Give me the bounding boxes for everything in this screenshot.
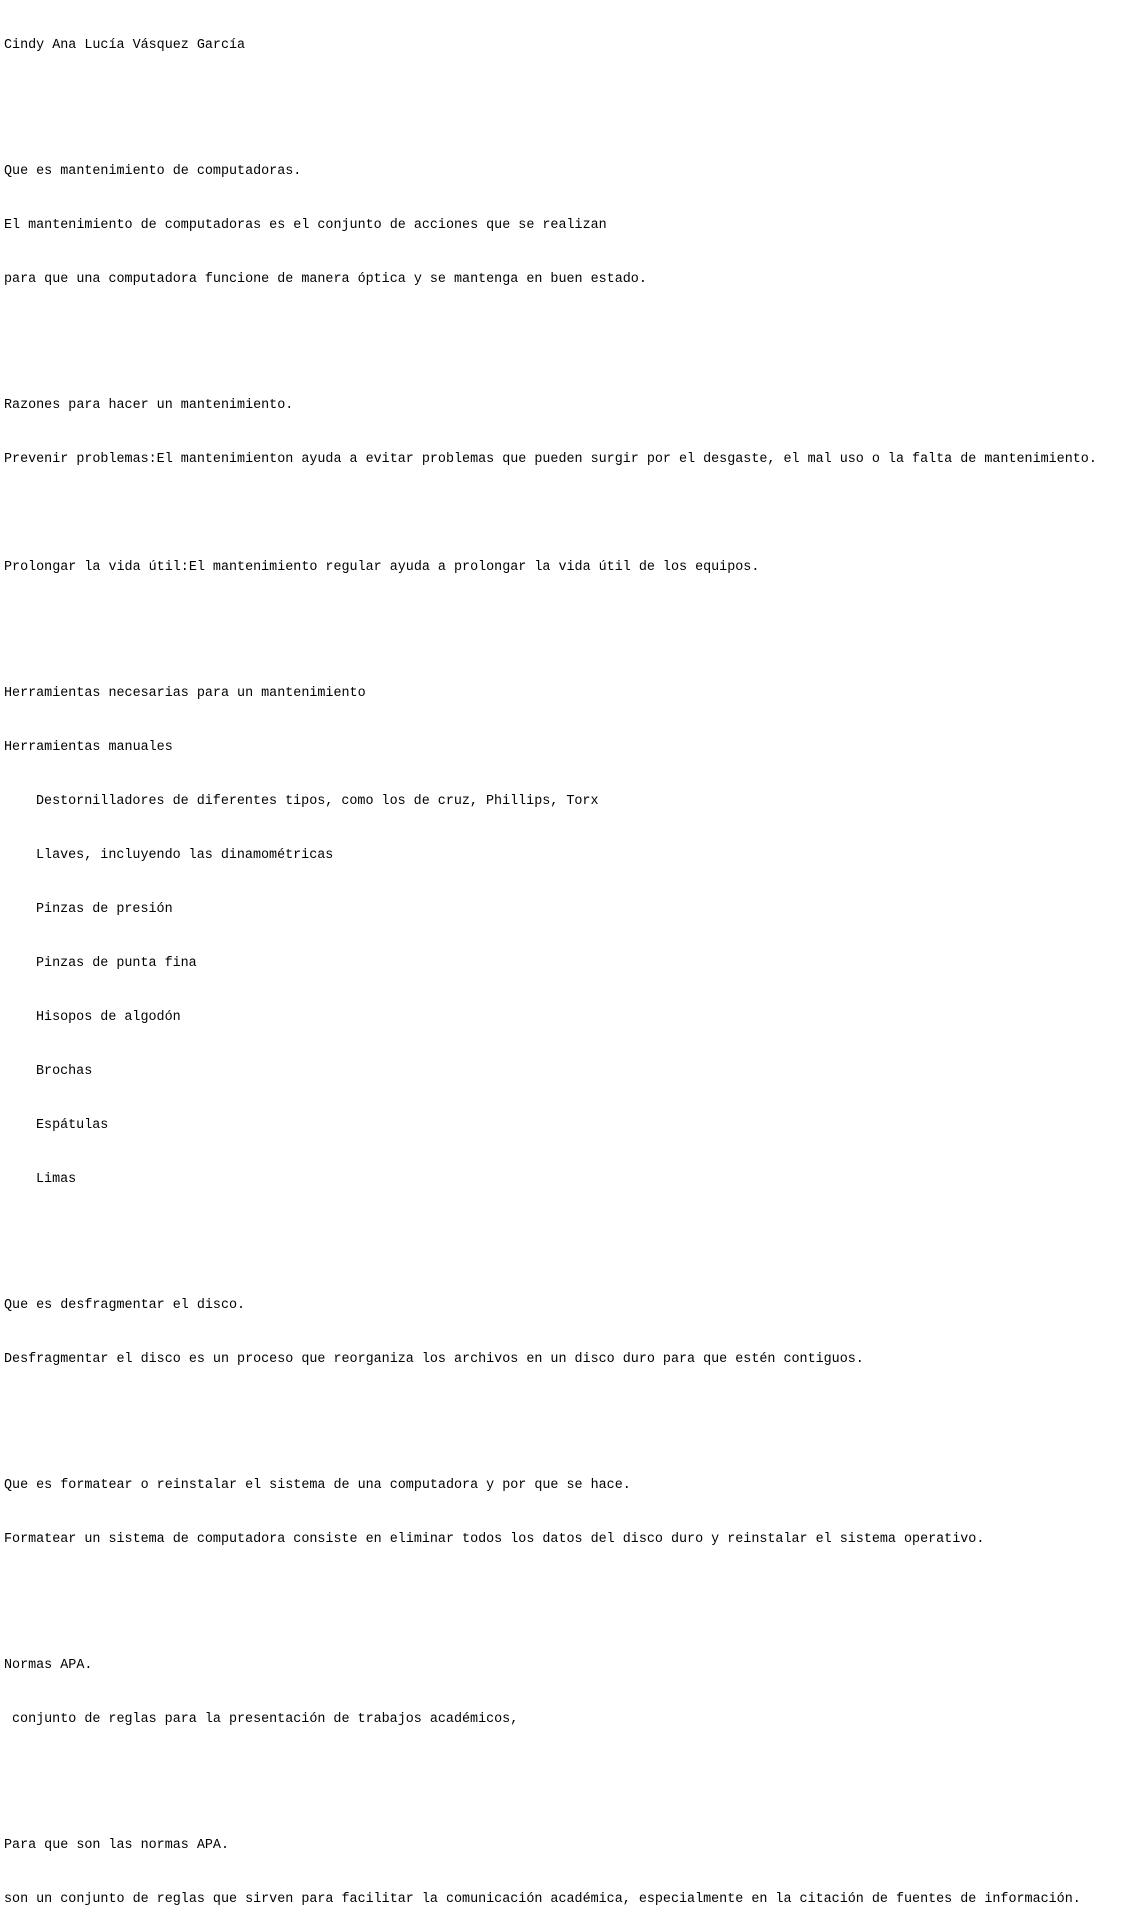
apa-purpose-definition: son un conjunto de reglas que sirven para facilitar la comunicación académica, especialmente en la citación de fuentes de información.	[4, 1892, 1081, 1907]
format-definition: Formatear un sistema de computadora consiste en eliminar todos los datos del disco duro y reinstalar el sistema operativo.	[4, 1532, 985, 1547]
blank-line	[4, 505, 1137, 523]
maintenance-heading: Que es mantenimiento de computadoras.	[4, 164, 302, 179]
blank-line	[4, 613, 1137, 631]
apa-heading: Normas APA.	[4, 1658, 93, 1673]
tools-subheading: Herramientas manuales	[4, 740, 173, 755]
reasons-heading: Razones para hacer un mantenimiento.	[4, 398, 294, 413]
tool-list-item: Pinzas de punta fina	[36, 956, 197, 971]
apa-purpose-heading: Para que son las normas APA.	[4, 1838, 229, 1853]
apa-definition: conjunto de reglas para la presentación de trabajos académicos,	[12, 1712, 519, 1727]
reason-prevent-problems: Prevenir problemas:El mantenimienton ayuda a evitar problemas que pueden surgir por el desgaste, el mal uso o la falta de mantenimiento.	[4, 452, 1097, 467]
blank-line	[4, 1585, 1137, 1603]
author-name: Cindy Ana Lucía Vásquez García	[4, 38, 246, 53]
blank-line	[4, 1765, 1137, 1783]
maintenance-definition-line-2: para que una computadora funcione de manera óptica y se mantenga en buen estado.	[4, 272, 647, 287]
blank-line	[4, 91, 1137, 109]
defrag-definition: Desfragmentar el disco es un proceso que reorganiza los archivos en un disco duro para que estén contiguos.	[4, 1352, 864, 1367]
defrag-heading: Que es desfragmentar el disco.	[4, 1298, 246, 1313]
format-heading: Que es formatear o reinstalar el sistema de una computadora y por que se hace.	[4, 1478, 631, 1493]
tool-list-item: Brochas	[36, 1064, 93, 1079]
tool-list-item: Destornilladores de diferentes tipos, como los de cruz, Phillips, Torx	[36, 794, 599, 809]
tools-heading: Herramientas necesarias para un mantenimiento	[4, 686, 366, 701]
tool-list-item: Llaves, incluyendo las dinamométricas	[36, 848, 334, 863]
blank-line	[4, 1405, 1137, 1423]
blank-line	[4, 325, 1137, 343]
reason-prolong-life: Prolongar la vida útil:El mantenimiento regular ayuda a prolongar la vida útil de los equipos.	[4, 560, 760, 575]
tool-list-item: Hisopos de algodón	[36, 1010, 181, 1025]
tool-list-item: Pinzas de presión	[36, 902, 173, 917]
tool-list-item: Espátulas	[36, 1118, 109, 1133]
maintenance-definition-line-1: El mantenimiento de computadoras es el conjunto de acciones que se realizan	[4, 218, 607, 233]
blank-line	[4, 1225, 1137, 1243]
tool-list-item: Limas	[36, 1172, 77, 1187]
